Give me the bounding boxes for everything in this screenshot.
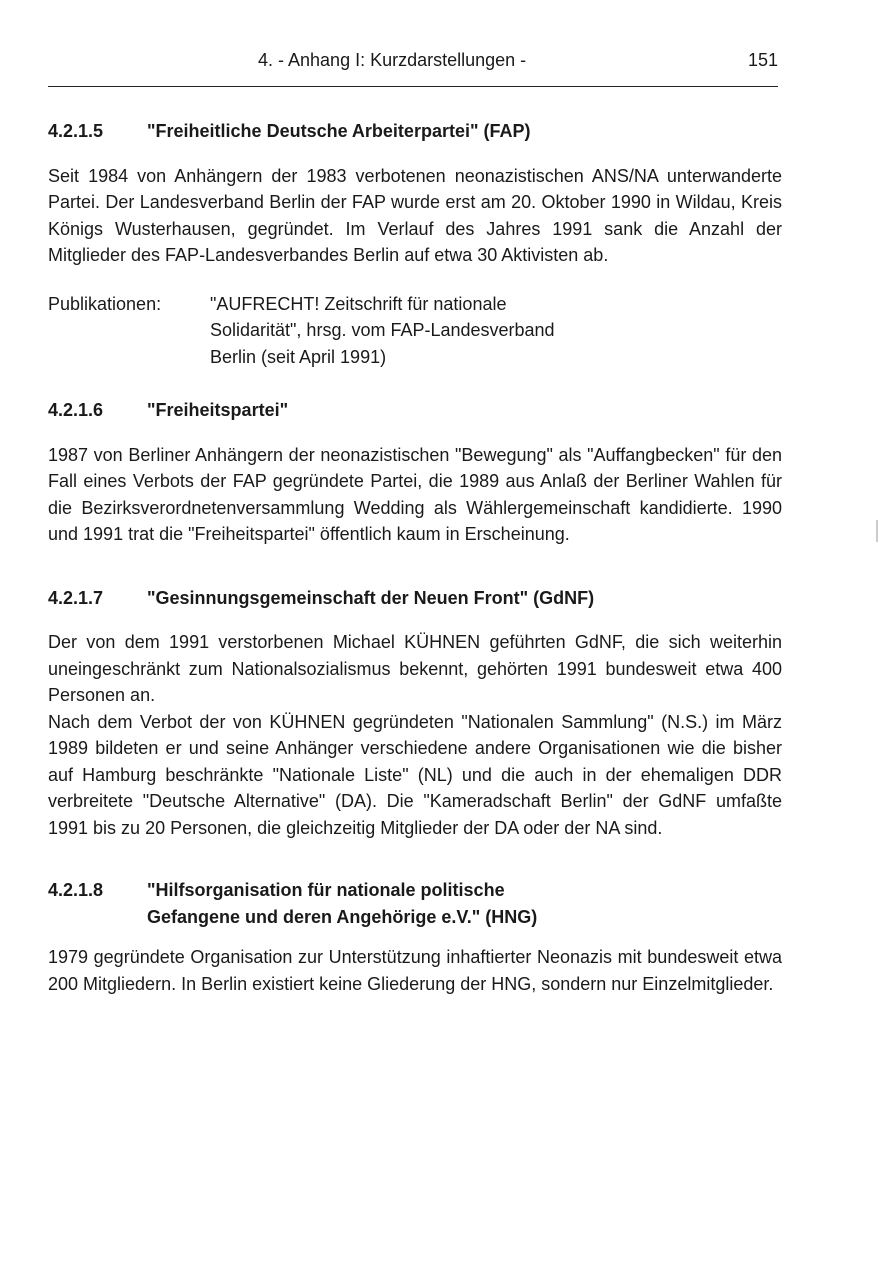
section-title-line: Gefangene und deren Angehörige e.V." (HNG): [147, 906, 538, 927]
publications-value: [210, 291, 782, 371]
section-hng: [48, 877, 782, 997]
publications-line: Solidarität", hrsg. vom FAP-Landesverband: [210, 320, 555, 340]
section-number: 4.2.1.7: [48, 587, 104, 608]
running-title: 4. - Anhang I: Kurzdarstellungen -: [258, 50, 527, 70]
section-fap: [48, 118, 782, 370]
header-rule: [48, 86, 778, 87]
page-content: [48, 118, 782, 997]
section-title: "Gesinnungsgemeinschaft der Neuen Front" (GdNF): [147, 587, 595, 608]
section-title: "Freiheitspartei": [147, 400, 289, 420]
publications-line: "AUFRECHT! Zeitschrift für nationale: [210, 293, 507, 314]
publications-line: Berlin (seit April 1991): [210, 346, 387, 367]
scan-edge-mark: [876, 520, 878, 542]
section-number: 4.2.1.5: [48, 121, 104, 141]
section-body-paragraph: Nach dem Verbot der von KÜHNEN gegründeten "Nationalen Sammlung" (N.S.) im März 1989 bildeten er und seine Anhänger verschiedene andere Organisationen wie die bisher auf Hamburg beschränkte "Nationale Liste" (NL) und die auch in der ehemaligen DDR verbreitete "Deutsche Alternative" (DA). Die "Kameradschaft Berlin" der GdNF umfaßte 1991 bis zu 20 Personen, die gleichzeitig Mitglieder der DA oder der NA sind.: [48, 711, 782, 838]
section-number: 4.2.1.6: [48, 400, 104, 420]
section-gdnf: [48, 585, 782, 842]
section-heading: [48, 585, 782, 612]
section-heading: [48, 118, 782, 145]
publications-label: Publikationen:: [48, 293, 162, 314]
publications-block: [48, 291, 782, 371]
page-number: 151: [747, 50, 778, 70]
section-heading: [48, 397, 782, 424]
section-body: Seit 1984 von Anhängern der 1983 verbotenen neonazistischen ANS/NA unterwanderte Partei. Der Landesverband Berlin der FAP wurde erst am 20. Oktober 1990 in Wildau, Kreis Königs Wusterhausen, gegründet. Im Verlauf des Jahres 1991 sank die Anzahl der Mitglieder des FAP-Landesverbandes Berlin auf etwa 30 Aktivisten ab.: [48, 165, 782, 265]
section-title-line: "Hilfsorganisation für nationale politische: [147, 880, 505, 900]
section-body: 1987 von Berliner Anhängern der neonazistischen "Bewegung" als "Auffangbecken" für den Fall eines Verbots der FAP gegründete Partei, die 1989 aus Anlaß der Berliner Wahlen für die Bezirksverordnetenversammlung Wedding als Wählergemeinschaft kandidierte. 1990 und 1991 trat die "Freiheitspartei" öffentlich kaum in Erscheinung.: [48, 444, 782, 544]
section-freiheitspartei: [48, 397, 782, 548]
section-title: "Freiheitliche Deutsche Arbeiterpartei" (FAP): [147, 121, 531, 141]
section-body-paragraph: Der von dem 1991 verstorbenen Michael KÜHNEN geführten GdNF, die sich weiterhin uneingeschränkt zum Nationalsozialismus bekennt, gehörten 1991 bundesweit etwa 400 Personen an.: [48, 632, 782, 705]
section-number: 4.2.1.8: [48, 880, 104, 900]
section-heading: [48, 877, 782, 930]
section-title: [147, 877, 782, 930]
section-body: 1979 gegründete Organisation zur Unterstützung inhaftierter Neonazis mit bundesweit etwa 200 Mitgliedern. In Berlin existiert keine Gliederung der HNG, sondern nur Einzelmitglieder.: [48, 947, 782, 994]
